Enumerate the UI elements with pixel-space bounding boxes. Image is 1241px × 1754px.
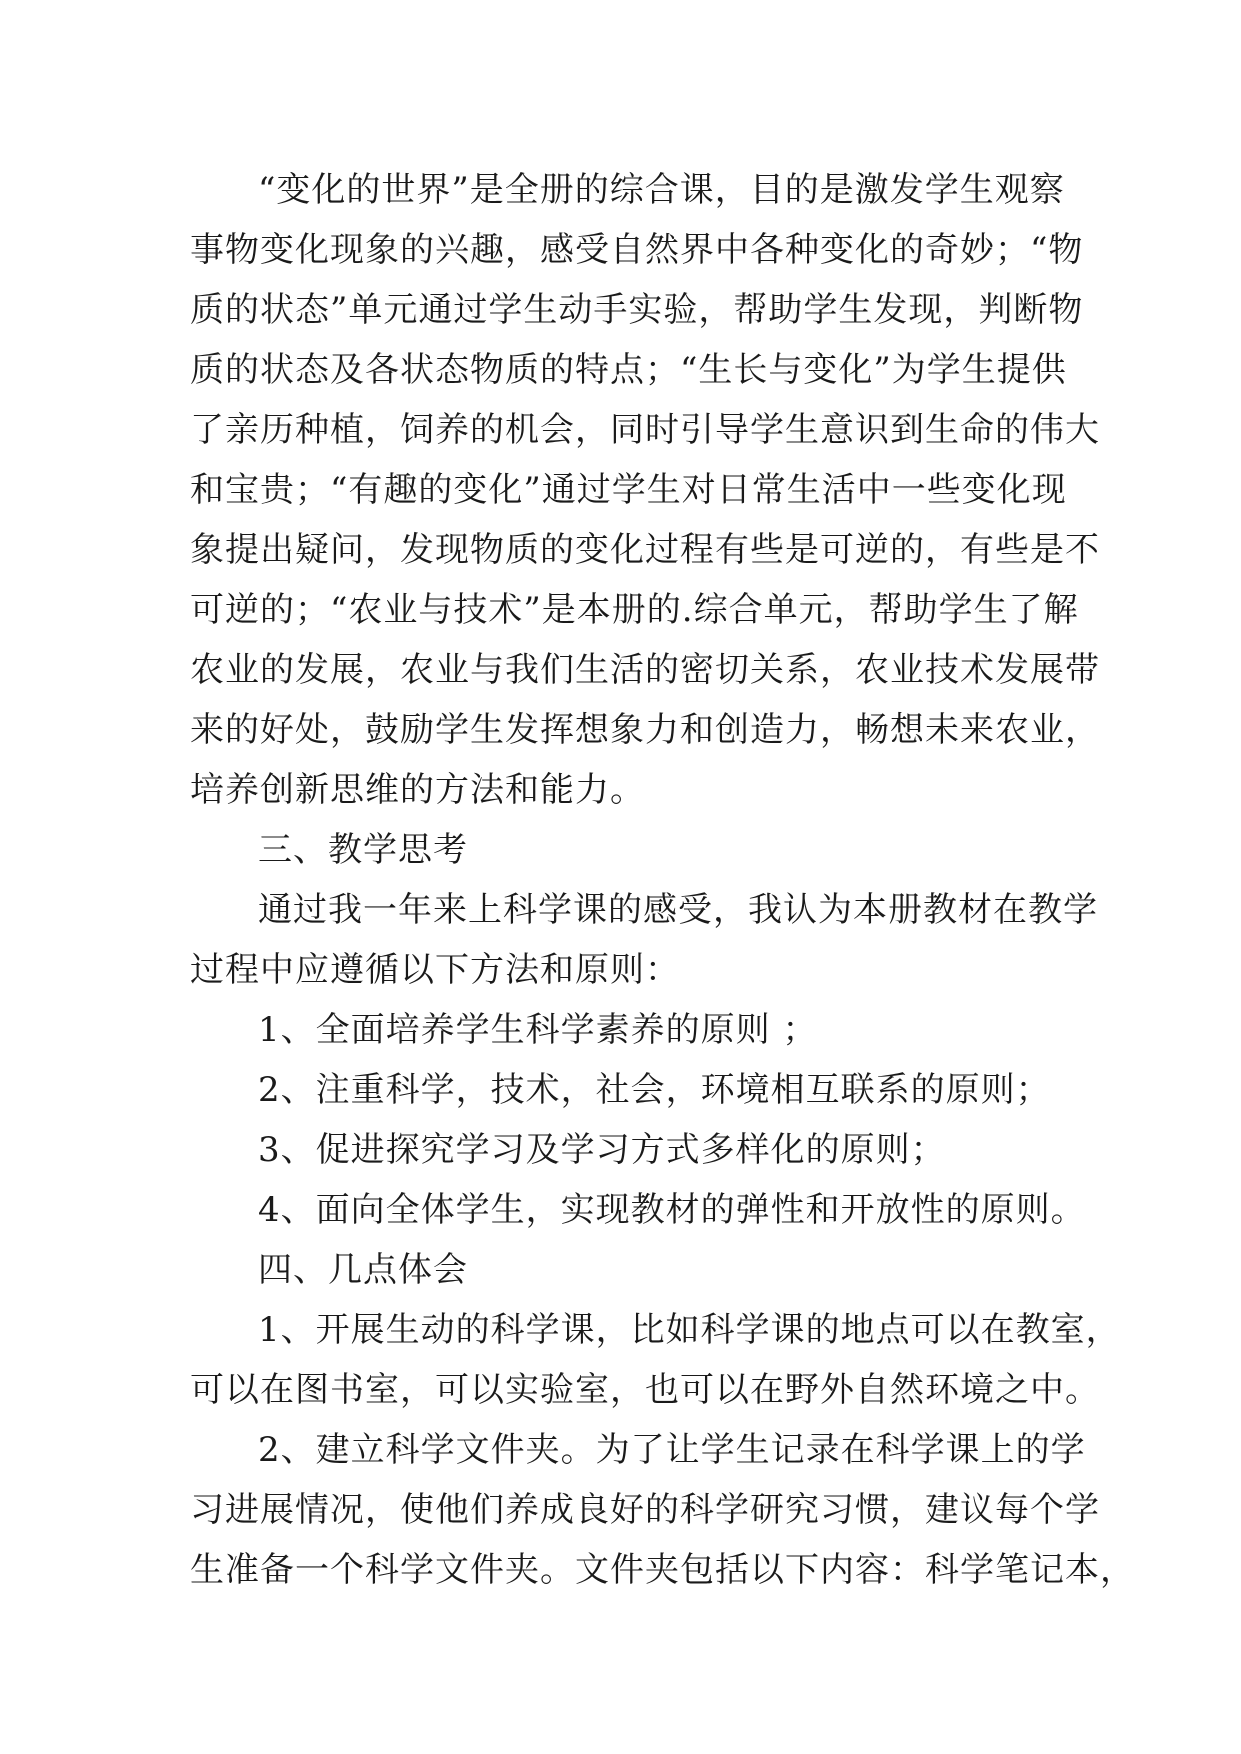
paragraph-line: 生准备一个科学文件夹。文件夹包括以下内容：科学笔记本， bbox=[190, 1550, 1135, 1590]
paragraph-line: 和宝贵；“有趣的变化”通过学生对日常生活中一些变化现 bbox=[190, 470, 1067, 510]
paragraph-line: 事物变化现象的兴趣，感受自然界中各种变化的奇妙；“物 bbox=[190, 230, 1084, 270]
paragraph-line: 2、建立科学文件夹。为了让学生记录在科学课上的学 bbox=[258, 1430, 1086, 1470]
paragraph-line: 了亲历种植，饲养的机会，同时引导学生意识到生命的伟大 bbox=[190, 410, 1100, 450]
paragraph-line: 通过我一年来上科学课的感受，我认为本册教材在教学 bbox=[258, 890, 1098, 930]
paragraph-line: “变化的世界”是全册的综合课，目的是激发学生观察 bbox=[258, 170, 1065, 210]
paragraph-line: 过程中应遵循以下方法和原则： bbox=[190, 950, 680, 990]
section-heading: 三、教学思考 bbox=[258, 830, 468, 870]
list-item: 1、全面培养学生科学素养的原则 ； bbox=[258, 1010, 818, 1050]
paragraph-line: 质的状态”单元通过学生动手实验，帮助学生发现，判断物 bbox=[190, 290, 1084, 330]
list-item: 3、促进探究学习及学习方式多样化的原则； bbox=[258, 1130, 946, 1170]
paragraph-line: 来的好处，鼓励学生发挥想象力和创造力，畅想未来农业， bbox=[190, 710, 1100, 750]
paragraph-line: 农业的发展，农业与我们生活的密切关系，农业技术发展带 bbox=[190, 650, 1100, 690]
paragraph-line: 象提出疑问，发现物质的变化过程有些是可逆的，有些是不 bbox=[190, 530, 1100, 570]
paragraph-line: 培养创新思维的方法和能力。 bbox=[190, 770, 645, 810]
paragraph-line: 质的状态及各状态物质的特点；“生长与变化”为学生提供 bbox=[190, 350, 1067, 390]
list-item: 2、注重科学，技术，社会，环境相互联系的原则； bbox=[258, 1070, 1051, 1110]
list-item: 4、面向全体学生，实现教材的弹性和开放性的原则。 bbox=[258, 1190, 1086, 1230]
paragraph-line: 可以在图书室，可以实验室，也可以在野外自然环境之中。 bbox=[190, 1370, 1100, 1410]
paragraph-line: 1、开展生动的科学课，比如科学课的地点可以在教室， bbox=[258, 1310, 1121, 1350]
paragraph-line: 习进展情况，使他们养成良好的科学研究习惯，建议每个学 bbox=[190, 1490, 1100, 1530]
paragraph-line: 可逆的；“农业与技术”是本册的.综合单元，帮助学生了解 bbox=[190, 590, 1079, 630]
section-heading: 四、几点体会 bbox=[258, 1250, 468, 1290]
document-page bbox=[190, 160, 1135, 1600]
